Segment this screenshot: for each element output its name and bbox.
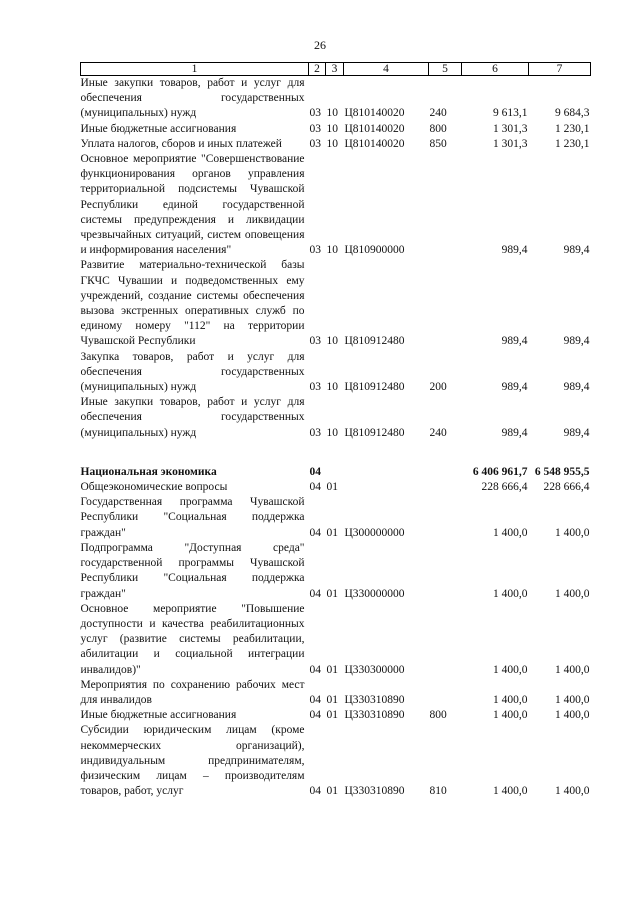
header-col-2: 2 [309,63,326,76]
cell-description: Национальная экономика [80,465,217,478]
cell-target-article [344,480,429,495]
cell-section: 04 [309,663,321,676]
cell-target-article: Ц330310890 [344,785,405,798]
cell-expense-type: 800 [429,122,447,135]
cell-amount-year-1: 1 400,0 [493,526,528,539]
table-row [81,137,591,152]
cell-section: 03 [309,137,321,150]
cell-description: Субсидии юридическим лицам (кроме некоммерческих организаций), индивидуальным предпринимателям, физическим лицам – производителям товаров, работ, услуг [80,724,305,798]
header-col-6: 6 [462,63,529,76]
cell-section: 03 [309,335,321,348]
cell-amount-year-1: 1 400,0 [493,693,528,706]
cell-target-article: Ц810912480 [344,335,405,348]
cell-amount-year-1: 989,4 [501,426,528,439]
spacer-row [81,441,591,465]
cell-amount-year-1: 9 613,1 [493,107,528,120]
cell-amount-year-1: 6 406 961,7 [472,465,528,478]
table-row [81,480,591,495]
cell-expense-type: 240 [429,107,447,120]
cell-target-article: Ц810140020 [344,107,405,120]
cell-amount-year-1: 989,4 [501,244,528,257]
cell-expense-type: 800 [429,709,447,722]
cell-target-article: Ц810912480 [344,426,405,439]
cell-subsection: 01 [326,526,338,539]
cell-section: 04 [309,693,321,706]
cell-amount-year-1: 1 301,3 [493,137,528,150]
cell-target-article: Ц330310890 [344,709,405,722]
table-row [81,152,591,258]
cell-amount-year-1: 1 301,3 [493,122,528,135]
cell-amount-year-2: 228 666,4 [543,481,590,494]
table-row [81,465,591,480]
budget-table [80,62,591,799]
header-col-4: 4 [344,63,429,76]
cell-subsection: 10 [326,244,338,257]
cell-subsection: 01 [326,481,338,494]
cell-amount-year-2: 1 400,0 [555,587,590,600]
cell-target-article: Ц330300000 [344,663,405,676]
cell-amount-year-2: 1 400,0 [555,693,590,706]
table-row [81,678,591,708]
cell-expense-type [429,602,462,678]
cell-section: 04 [309,526,321,539]
table-row [81,541,591,602]
cell-amount-year-2: 1 400,0 [555,663,590,676]
cell-subsection: 10 [326,381,338,394]
cell-expense-type [429,480,462,495]
table-header [81,63,591,76]
cell-section: 04 [309,587,321,600]
cell-expense-type [429,495,462,541]
cell-expense-type [429,678,462,708]
cell-description: Подпрограмма "Доступная среда" государственной программы Чувашской Республики "Социальная поддержка граждан" [80,541,305,600]
budget-table-wrapper [80,62,590,799]
cell-description: Уплата налогов, сборов и иных платежей [80,137,282,150]
cell-amount-year-2: 1 230,1 [555,137,590,150]
cell-section: 03 [309,381,321,394]
cell-subsection [326,441,344,465]
cell-amount-year-1: 228 666,4 [481,481,528,494]
cell-description: Закупка товаров, работ и услуг для обеспечения государственных (муниципальных) нужд [80,350,305,394]
cell-subsection: 10 [326,137,338,150]
page-number: 26 [314,38,326,52]
cell-subsection: 01 [326,709,338,722]
cell-amount-year-2: 1 400,0 [555,709,590,722]
cell-target-article: Ц330000000 [344,587,405,600]
cell-amount-year-2: 989,4 [563,335,590,348]
cell-section: 04 [309,709,321,722]
cell-section: 04 [309,465,321,478]
cell-subsection: 10 [326,122,338,135]
cell-description: Развитие материально-технической базы ГКЧС Чувашии и подведомственных ему учреждений, создание системы обеспечения вызова экстренных оперативных служб по единому номеру "112" на территории Чувашской Республики [80,259,305,348]
cell-expense-type: 240 [429,426,447,439]
cell-section: 03 [309,122,321,135]
cell-subsection [326,465,344,480]
cell-expense-type: 850 [429,137,447,150]
cell-subsection: 10 [326,107,338,120]
cell-amount-year-2: 989,4 [563,381,590,394]
table-row [81,122,591,137]
cell-amount-year-1: 1 400,0 [493,709,528,722]
table-body [81,76,591,800]
cell-section [309,441,326,465]
cell-subsection: 01 [326,785,338,798]
cell-amount-year-1: 989,4 [501,335,528,348]
cell-description [81,441,309,465]
cell-target-article: Ц810900000 [344,244,405,257]
cell-expense-type [429,152,462,258]
cell-target-article: Ц810912480 [344,381,405,394]
cell-amount-year-2: 6 548 955,5 [534,465,590,478]
cell-section: 03 [309,244,321,257]
cell-target-article [344,465,429,480]
header-col-5: 5 [429,63,462,76]
table-row [81,723,591,799]
cell-section: 04 [309,785,321,798]
cell-description: Иные бюджетные ассигнования [80,709,237,722]
cell-target-article: Ц300000000 [344,526,405,539]
cell-description: Основное мероприятие "Повышение доступности и качества реабилитационных услуг (развитие системы реабилитации, абилитации и социальной интеграции инвалидов)" [80,602,305,676]
cell-target-article: Ц810140020 [344,122,405,135]
table-row [81,76,591,122]
cell-amount-year-2: 1 230,1 [555,122,590,135]
cell-subsection: 01 [326,587,338,600]
cell-expense-type: 200 [429,381,447,394]
table-row [81,350,591,396]
table-row [81,258,591,349]
cell-target-article: Ц330310890 [344,693,405,706]
cell-subsection: 10 [326,335,338,348]
cell-target-article [344,441,429,465]
cell-section: 03 [309,426,321,439]
cell-amount-year-2: 1 400,0 [555,526,590,539]
cell-expense-type [429,541,462,602]
header-col-3: 3 [326,63,344,76]
cell-expense-type [429,465,462,480]
cell-amount-year-1: 989,4 [501,381,528,394]
cell-amount-year-2: 989,4 [563,244,590,257]
table-row [81,708,591,723]
cell-subsection: 01 [326,693,338,706]
table-row [81,495,591,541]
cell-description: Иные закупки товаров, работ и услуг для обеспечения государственных (муниципальных) нужд [80,396,305,439]
cell-amount-year-2: 989,4 [563,426,590,439]
cell-expense-type: 810 [429,785,447,798]
cell-amount-year-1 [462,441,529,465]
cell-section: 04 [309,481,321,494]
cell-description: Общеэкономические вопросы [80,481,228,494]
cell-subsection: 01 [326,663,338,676]
cell-description: Иные бюджетные ассигнования [80,122,237,135]
cell-target-article: Ц810140020 [344,137,405,150]
cell-amount-year-2: 1 400,0 [555,785,590,798]
cell-amount-year-2 [529,441,591,465]
cell-amount-year-2: 9 684,3 [555,107,590,120]
cell-section: 03 [309,107,321,120]
cell-expense-type [429,258,462,349]
table-row [81,602,591,678]
cell-description: Мероприятия по сохранению рабочих мест для инвалидов [80,678,305,706]
cell-amount-year-1: 1 400,0 [493,785,528,798]
header-col-1: 1 [81,63,309,76]
table-row [81,395,591,441]
cell-subsection: 10 [326,426,338,439]
cell-description: Иные закупки товаров, работ и услуг для обеспечения государственных (муниципальных) нужд [80,77,305,120]
cell-expense-type [429,441,462,465]
cell-amount-year-1: 1 400,0 [493,587,528,600]
header-col-7: 7 [529,63,591,76]
cell-description: Основное мероприятие "Совершенствование функционирования органов управления территориальной подсистемы Чувашской Республики единой государственной системы предупреждения и ликвидации чрезвычайных ситуаций, систем оповещения и информирования населения" [80,153,305,257]
cell-description: Государственная программа Чувашской Республики "Социальная поддержка граждан" [80,496,305,539]
cell-amount-year-1: 1 400,0 [493,663,528,676]
